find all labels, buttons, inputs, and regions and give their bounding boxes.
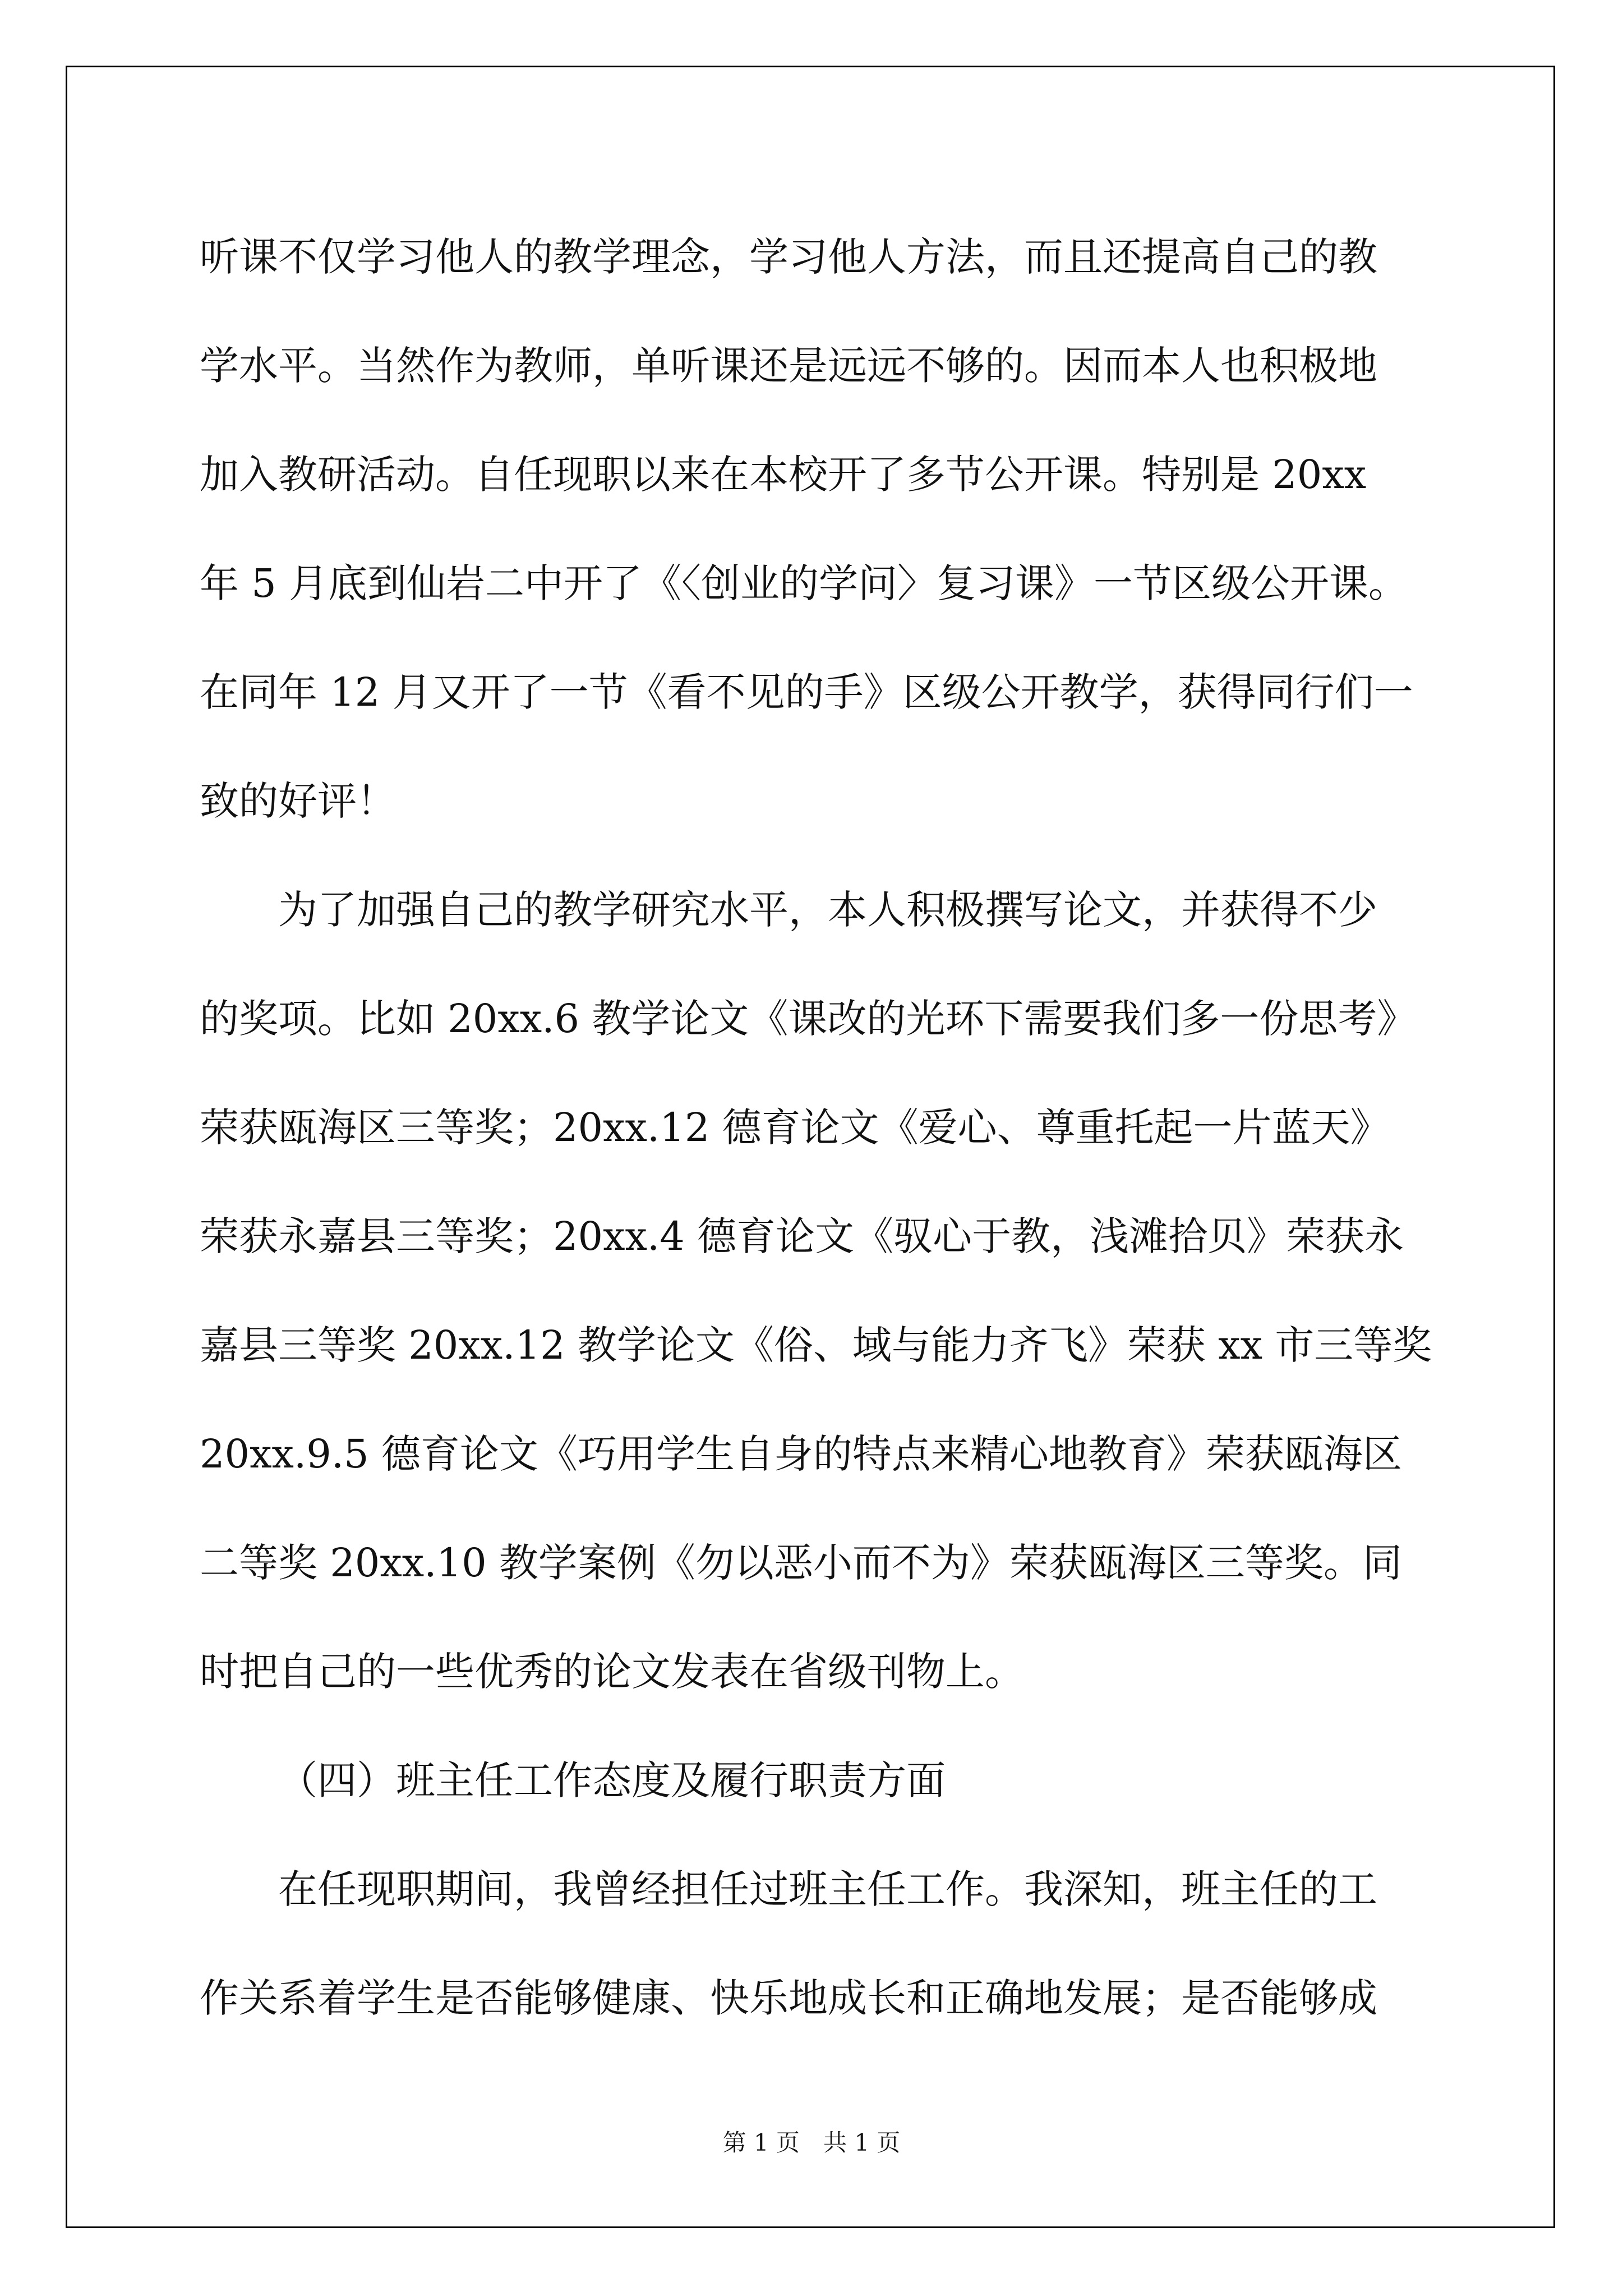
text-line: 在任现职期间，我曾经担任过班主任工作。我深知，班主任的工 [278, 1866, 1377, 1912]
text-line: 20xx.9.5 德育论文《巧用学生自身的特点来精心地教育》荣获瓯海区 [200, 1431, 1402, 1477]
text-line: 作关系着学生是否能够健康、快乐地成长和正确地发展；是否能够成 [200, 1975, 1377, 2021]
text-line: 致的好评！ [200, 778, 396, 824]
document-body [200, 203, 1467, 2053]
text-line: 为了加强自己的教学研究水平，本人积极撰写论文，并获得不少 [278, 887, 1377, 933]
text-line: 听课不仅学习他人的教学理念，学习他人方法，而且还提高自己的教 [200, 234, 1377, 280]
text-line: 年 5 月底到仙岩二中开了《〈创业的学问〉复习课》一节区级公开课。 [200, 560, 1408, 606]
page-footer [0, 2126, 1623, 2160]
text-line: 的奖项。比如 20xx.6 教学论文《课改的光环下需要我们多一份思考》 [200, 996, 1417, 1042]
text-line: 在同年 12 月又开了一节《看不见的手》区级公开教学，获得同行们一 [200, 669, 1413, 715]
page-number: 第 1 页 共 1 页 [722, 2129, 901, 2156]
text-line: 学水平。当然作为教师，单听课还是远远不够的。因而本人也积极地 [200, 343, 1377, 389]
text-line: 二等奖 20xx.10 教学案例《勿以恶小而不为》荣获瓯海区三等奖。同 [200, 1540, 1402, 1586]
text-line: 荣获瓯海区三等奖；20xx.12 德育论文《爱心、尊重托起一片蓝天》 [200, 1105, 1390, 1151]
text-line: 荣获永嘉县三等奖；20xx.4 德育论文《驭心于教，浅滩拾贝》荣获永 [200, 1213, 1404, 1259]
text-line: 加入教研活动。自任现职以来在本校开了多节公开课。特别是 20xx [200, 452, 1367, 498]
text-line: 时把自己的一些优秀的论文发表在省级刊物上。 [200, 1649, 1024, 1695]
text-line: 嘉县三等奖 20xx.12 教学论文《俗、域与能力齐飞》荣获 xx 市三等奖 [200, 1322, 1432, 1368]
section-heading: （四）班主任工作态度及履行职责方面 [278, 1757, 946, 1803]
